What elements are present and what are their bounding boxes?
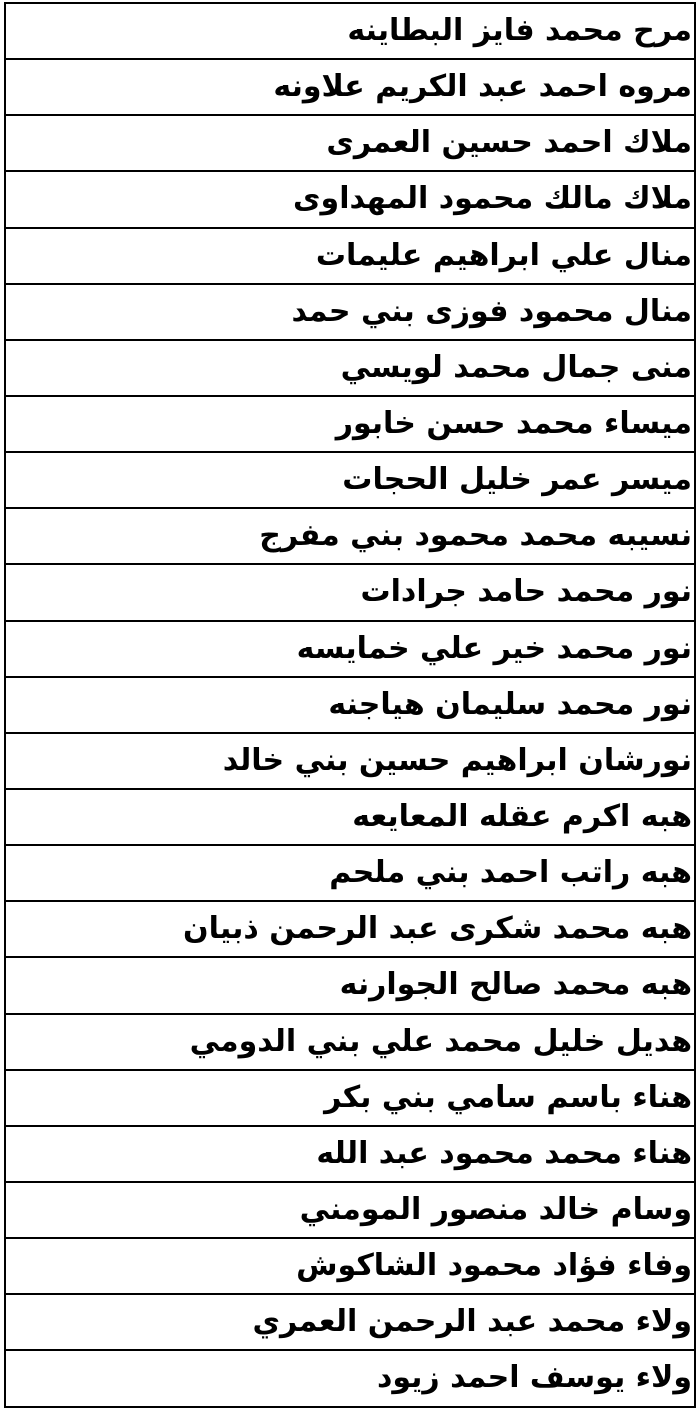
name-cell: ملاك مالك محمود المهداوى [293,181,692,217]
name-cell: وفاء فؤاد محمود الشاكوش [296,1248,692,1284]
table-row [6,622,696,678]
name-cell: هبه اكرم عقله المعايعه [352,799,692,835]
table-row [6,958,696,1014]
name-cell: هديل خليل محمد علي بني الدومي [189,1023,692,1059]
name-cell: هناء باسم سامي بني بكر [324,1079,692,1115]
table-row [6,172,696,228]
table-row [6,565,696,621]
name-cell: نور محمد سليمان هياجنه [328,686,692,722]
table-row [6,285,696,341]
table-row [6,734,696,790]
names-table [4,2,696,1408]
table-row [6,453,696,509]
name-cell: نور محمد حامد جرادات [360,574,692,610]
table-row [6,60,696,116]
name-cell: هناء محمد محمود عبد الله [316,1135,692,1171]
table-row [6,509,696,565]
name-cell: هبه محمد شكرى عبد الرحمن ذبيان [183,911,692,947]
table-row [6,846,696,902]
table-row [6,1127,696,1183]
table-row [6,397,696,453]
name-cell: ولاء يوسف احمد زيود [376,1360,692,1396]
table-row [6,902,696,958]
name-cell: نور محمد خير علي خمايسه [296,630,692,666]
table-row [6,1239,696,1295]
table-row [6,1351,696,1407]
name-cell: مرح محمد فايز البطاينه [347,13,692,49]
name-cell: وسام خالد منصور المومني [299,1192,692,1228]
table-row [6,229,696,285]
name-cell: منال محمود فوزى بني حمد [291,293,692,329]
table-row [6,1183,696,1239]
name-cell: نسيبه محمد محمود بني مفرج [259,518,692,554]
table-row [6,341,696,397]
table-row [6,1295,696,1351]
table-row [6,4,696,60]
table-row [6,1015,696,1071]
table-row [6,678,696,734]
name-cell: ولاء محمد عبد الرحمن العمري [252,1304,692,1340]
name-cell: ميسر عمر خليل الحجات [342,462,692,498]
table-row [6,1071,696,1127]
name-cell: ميساء محمد حسن خابور [335,406,692,442]
table-row [6,790,696,846]
name-cell: هبه محمد صالح الجوارنه [339,967,692,1003]
name-cell: نورشان ابراهيم حسين بني خالد [222,742,692,778]
name-cell: هبه راتب احمد بني ملحم [329,855,692,891]
table-row [6,116,696,172]
name-cell: منى جمال محمد لويسي [340,349,692,385]
name-cell: ملاك احمد حسين العمرى [326,125,692,161]
name-cell: مروه احمد عبد الكريم علاونه [273,69,692,105]
name-cell: منال علي ابراهيم عليمات [315,237,692,273]
